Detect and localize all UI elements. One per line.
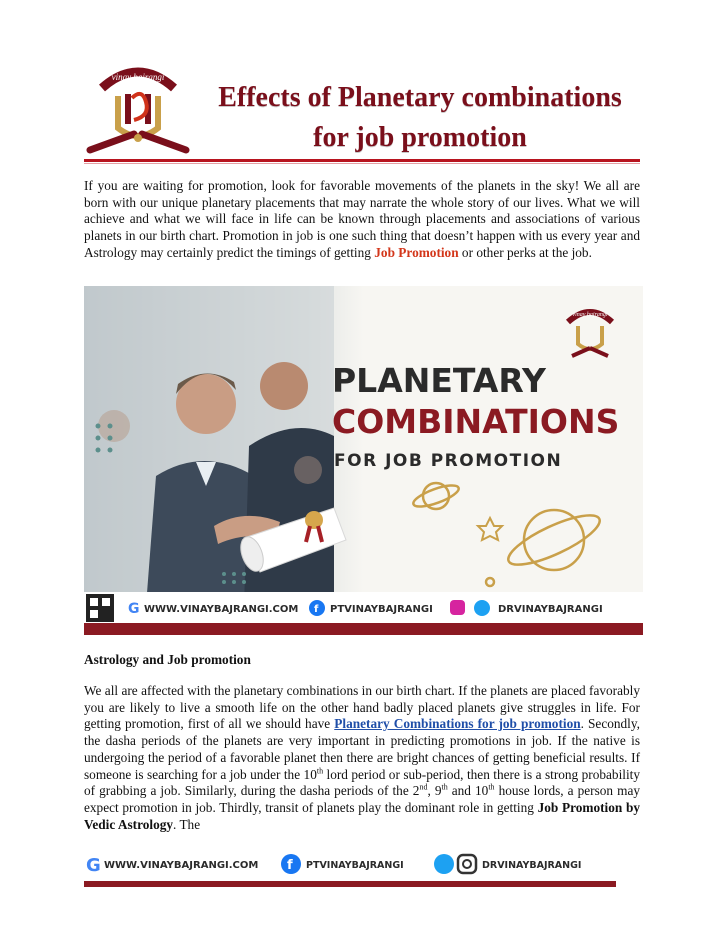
logo-arc-text: vinay bajrangi [111, 72, 165, 82]
banner-line-planetary: PLANETARY [332, 361, 546, 400]
section-heading: Astrology and Job promotion [84, 652, 251, 667]
banner-line-combinations: COMBINATIONS [332, 402, 620, 441]
svg-text:f: f [314, 604, 319, 615]
intro-text-end: or other perks at the job. [458, 244, 592, 260]
body-text-a: We all are affected with the planetary combinations in our birth chart. If the planets are placed favorably you are likely to live a smooth life on the other hand badly placed planets give struggles in life. For getting promotion, first of all we should have [84, 683, 640, 732]
banner-logo-text: vinay bajrangi [572, 312, 608, 318]
body-bold-phrase: Job Promotion by Vedic Astrology [84, 799, 640, 832]
intro-paragraph [84, 178, 640, 262]
title-line-2: for job promotion [313, 122, 527, 153]
banner-google-icon: G [128, 601, 140, 617]
page-title [190, 78, 650, 158]
sup-th-2: th [441, 782, 448, 792]
title-divider-thin [84, 163, 640, 164]
body-paragraph [84, 683, 640, 833]
sup-nd: nd [419, 782, 428, 792]
sup-th-1: th [316, 766, 324, 776]
body-text-g: . The [173, 816, 201, 832]
banner-social: DRVINAYBAJRANGI [498, 604, 603, 615]
body-text-c: lord period or sub-period, then there is a strong probability of grabbing a job. Similarly, during the dasha periods of the 2 [84, 766, 640, 799]
banner-line-for-job: FOR JOB PROMOTION [334, 451, 563, 471]
footer-google-icon: G [86, 855, 101, 876]
svg-text:f: f [287, 858, 293, 873]
sup-th-3: th [488, 782, 495, 792]
title-line-1: Effects of Planetary combinations [218, 82, 622, 113]
body-text-f: house lords, a person may expect promotion in job. Thirdly, transit of planets play the dominant role in getting [84, 783, 640, 815]
banner-instagram-icon [450, 600, 465, 615]
footer-twitter-icon [434, 854, 454, 874]
banner-twitter-icon [474, 600, 490, 616]
vinay-bajrangi-logo [84, 58, 192, 158]
footer-facebook: PTVINAYBAJRANGI [306, 860, 404, 871]
banner-website: WWW.VINAYBAJRANGI.COM [144, 604, 299, 615]
footer-social: DRVINAYBAJRANGI [482, 860, 582, 871]
footer-website: WWW.VINAYBAJRANGI.COM [104, 860, 259, 871]
body-text-d: , 9 [427, 783, 442, 799]
title-divider [84, 159, 640, 162]
footer-strip [84, 843, 616, 887]
body-text-b: . Secondly, the dasha periods of the planets are very important in predicting promotions in job. If the native is undergoing the period of a favorable planet then there are bright chances of getting beneficial results. If someone is searching for a job under the 10 [84, 716, 640, 782]
planetary-combinations-link[interactable]: Planetary Combinations for job promotion [334, 716, 581, 732]
planetary-combinations-banner [84, 286, 643, 635]
body-text-e: and 10 [447, 783, 489, 799]
job-promotion-link[interactable]: Job Promotion [374, 244, 459, 260]
intro-text: If you are waiting for promotion, look for favorable movements of the planets in the sky! We all are born with our unique planetary placements that may narrate the whole story of our lives. What we will achieve and what we will face in life can be known through placements and associations of various planets in our birth chart. Promotion in job is one such thing that doesn’t happen with us every year and Astrology may certainly predict the timings of getting [84, 178, 640, 260]
banner-facebook: PTVINAYBAJRANGI [330, 604, 433, 615]
